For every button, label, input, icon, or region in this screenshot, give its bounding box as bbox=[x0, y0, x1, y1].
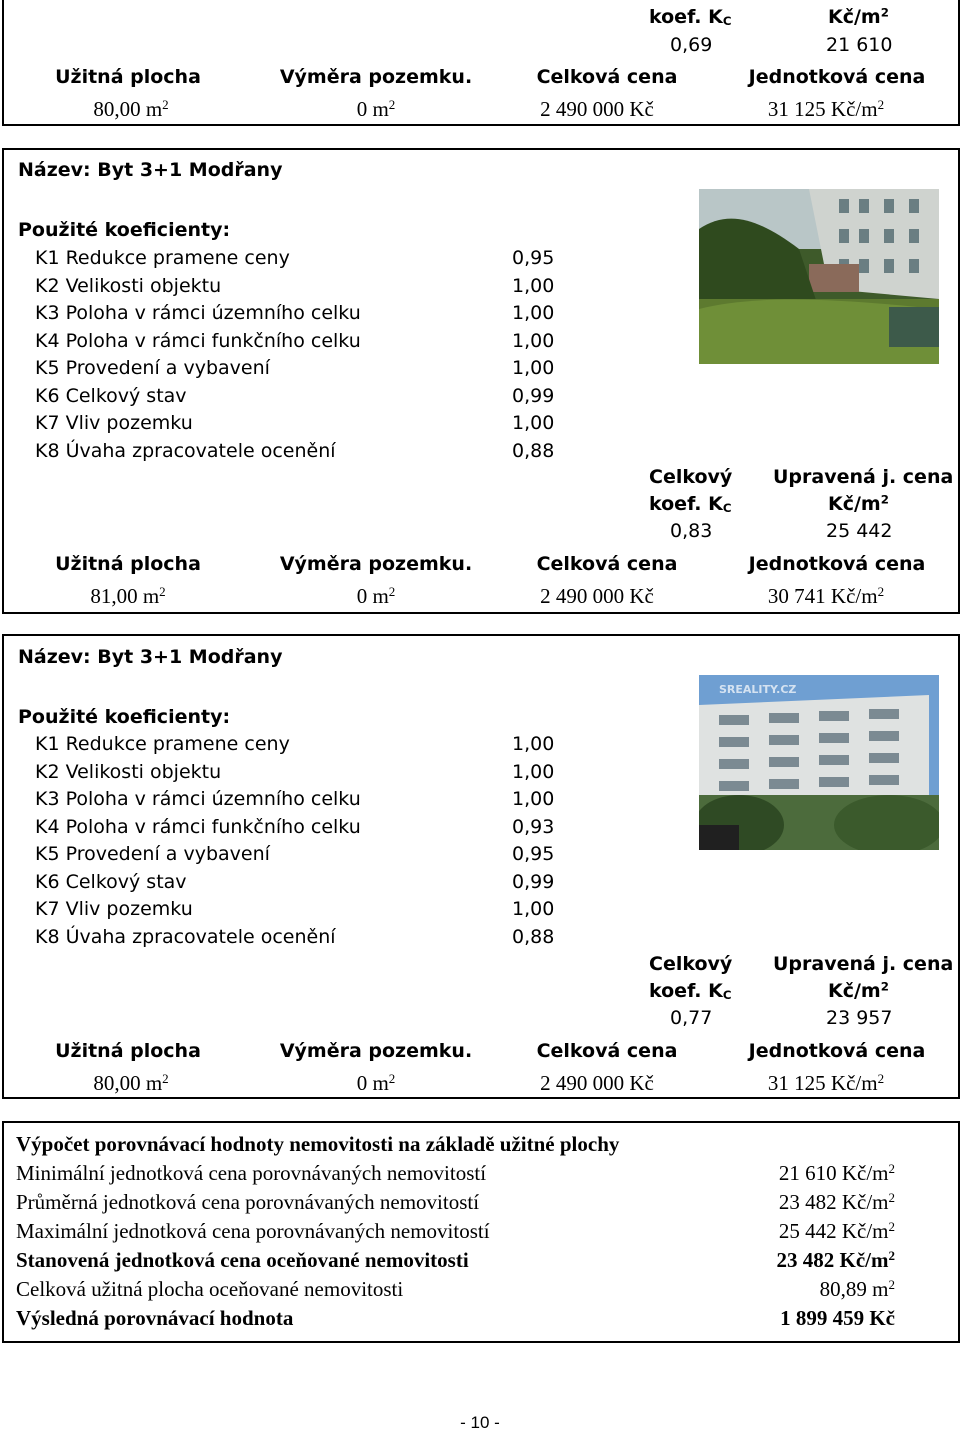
unit-label: $Kč/m^2$ bbox=[828, 979, 889, 1002]
summary-value-text: 23 482 Kč/m bbox=[776, 1248, 889, 1272]
coef-label: K2 Velikosti objektu bbox=[35, 760, 222, 783]
summary-value-text: 25 442 Kč/m bbox=[778, 1219, 889, 1243]
unit-label: $Kč/m^2$ bbox=[828, 5, 889, 28]
unit-price-value: 30 741 $Kč/m^2$ bbox=[767, 583, 885, 608]
coef-label: K3 Poloha v rámci územního celku bbox=[35, 302, 361, 324]
summary-row-label: Maximální jednotková cena porovnávaných nemovitostí bbox=[16, 1219, 490, 1243]
summary-row-label: Výsledná porovnávací hodnota bbox=[16, 1306, 294, 1330]
coef-value: 1,00 bbox=[512, 733, 555, 755]
total-price-value: 2 490 000 Kč bbox=[540, 584, 654, 608]
coef-label: K6 Celkový stav bbox=[35, 384, 187, 407]
header-land-area: Výměra pozemku. bbox=[279, 553, 473, 575]
coef-label: K1 Redukce pramene ceny bbox=[35, 247, 290, 269]
usable-area-value: 80,00 $m^2$ bbox=[93, 1070, 169, 1095]
coef-value: 0,93 bbox=[512, 815, 555, 838]
koef-value: 0,83 bbox=[670, 520, 713, 542]
listing-name: Název: Byt 3+1 Modřany bbox=[18, 159, 283, 181]
coef-label: K6 Celkový stav bbox=[35, 870, 187, 893]
koef-value: 0,77 bbox=[670, 1007, 713, 1029]
header-unit-price: Jednotková cena bbox=[748, 553, 926, 575]
usable-area-value: 80,00 $m^2$ bbox=[93, 96, 169, 121]
coef-label: K5 Provedení a vybavení bbox=[35, 843, 270, 865]
summary-heading: Výpočet porovnávací hodnoty nemovitosti na základě užitné plochy bbox=[16, 1132, 620, 1156]
summary-row-value bbox=[819, 1276, 895, 1301]
header-unit-price: Jednotková cena bbox=[748, 66, 926, 88]
coef-label: K7 Vliv pozemku bbox=[35, 412, 193, 434]
summary-row-value bbox=[780, 1308, 895, 1329]
summary-value-exponent: 2 bbox=[888, 1276, 895, 1292]
header-total-price: Celková cena bbox=[536, 66, 678, 88]
adjusted-price-label: Upravená j. cena bbox=[773, 466, 954, 488]
unit-label: $Kč/m^2$ bbox=[828, 492, 889, 515]
coef-value: 1,00 bbox=[512, 357, 555, 379]
adjusted-price-value: 25 442 bbox=[826, 520, 893, 542]
building-photo-2 bbox=[699, 675, 939, 850]
summary-row-value bbox=[778, 1189, 895, 1214]
summary-value-text: 1 899 459 Kč bbox=[780, 1306, 895, 1330]
summary-value-text: 23 482 Kč/m bbox=[778, 1190, 889, 1214]
listing-name: Název: Byt 3+1 Modřany bbox=[18, 646, 283, 668]
adjusted-price-value: 21 610 bbox=[826, 34, 893, 56]
coef-value: 0,99 bbox=[512, 870, 555, 893]
coef-label: K4 Poloha v rámci funkčního celku bbox=[35, 815, 361, 838]
coef-label: K3 Poloha v rámci územního celku bbox=[35, 788, 361, 810]
summary-value-exponent: 2 bbox=[888, 1189, 895, 1205]
unit-price-value: 31 125 $Kč/m^2$ bbox=[767, 96, 885, 121]
coef-value: 1,00 bbox=[512, 760, 555, 783]
coef-value: 0,99 bbox=[512, 384, 555, 407]
coef-label: K8 Úvaha zpracovatele ocenění bbox=[35, 439, 336, 462]
coef-value: 1,00 bbox=[512, 302, 555, 324]
usable-area-value: 81,00 $m^2$ bbox=[90, 583, 166, 608]
header-total-price: Celková cena bbox=[536, 1040, 678, 1062]
building-photo-1 bbox=[699, 189, 939, 364]
header-total-price: Celková cena bbox=[536, 553, 678, 575]
summary-row-value bbox=[778, 1160, 895, 1185]
land-area-value: 0 $m^2$ bbox=[356, 96, 396, 121]
coef-value: 1,00 bbox=[512, 788, 555, 810]
header-unit-price: Jednotková cena bbox=[748, 1040, 926, 1062]
koef-value: 0,69 bbox=[670, 34, 713, 56]
coef-label: K4 Poloha v rámci funkčního celku bbox=[35, 329, 361, 352]
coef-value: 0,88 bbox=[512, 925, 555, 948]
page-number: - 10 - bbox=[460, 1413, 500, 1432]
land-area-value: 0 $m^2$ bbox=[356, 583, 396, 608]
koef-label: koef. $K_C$ bbox=[649, 6, 732, 28]
summary-row-label: Stanovená jednotková cena oceňované nemovitosti bbox=[16, 1248, 469, 1272]
summary-value-exponent: 2 bbox=[888, 1160, 895, 1176]
photo-watermark: SREALITY.CZ bbox=[719, 683, 797, 696]
summary-row-label: Celková užitná plocha oceňované nemovitosti bbox=[16, 1277, 404, 1301]
coef-label: K1 Redukce pramene ceny bbox=[35, 733, 290, 755]
koef-label: koef. $K_C$ bbox=[649, 980, 732, 1002]
coef-value: 1,00 bbox=[512, 329, 555, 352]
header-usable-area: Užitná plocha bbox=[55, 553, 201, 575]
photo-icon bbox=[699, 189, 939, 364]
total-coef-label: Celkový bbox=[649, 466, 733, 488]
total-price-value: 2 490 000 Kč bbox=[540, 1071, 654, 1095]
photo-icon bbox=[699, 675, 939, 850]
header-usable-area: Užitná plocha bbox=[55, 1040, 201, 1062]
summary-row-value bbox=[776, 1247, 896, 1272]
summary-value-exponent: 2 bbox=[888, 1218, 895, 1234]
summary-value-text: 80,89 m bbox=[819, 1277, 889, 1301]
header-land-area: Výměra pozemku. bbox=[279, 66, 473, 88]
coef-label: K8 Úvaha zpracovatele ocenění bbox=[35, 925, 336, 948]
coef-value: 1,00 bbox=[512, 412, 555, 434]
unit-price-value: 31 125 $Kč/m^2$ bbox=[767, 1070, 885, 1095]
adjusted-price-value: 23 957 bbox=[826, 1007, 893, 1029]
land-area-value: 0 $m^2$ bbox=[356, 1070, 396, 1095]
coef-value: 1,00 bbox=[512, 898, 555, 920]
summary-row-label: Minimální jednotková cena porovnávaných nemovitostí bbox=[16, 1161, 487, 1185]
summary-value-text: 21 610 Kč/m bbox=[778, 1161, 889, 1185]
coef-value: 0,95 bbox=[512, 843, 555, 865]
coef-value: 0,88 bbox=[512, 439, 555, 462]
coef-value: 1,00 bbox=[512, 274, 555, 297]
coef-heading: Použité koeficienty: bbox=[18, 219, 231, 241]
coef-heading: Použité koeficienty: bbox=[18, 706, 231, 728]
coef-label: K7 Vliv pozemku bbox=[35, 898, 193, 920]
header-usable-area: Užitná plocha bbox=[55, 66, 201, 88]
header-land-area: Výměra pozemku. bbox=[279, 1040, 473, 1062]
coef-label: K5 Provedení a vybavení bbox=[35, 357, 270, 379]
total-price-value: 2 490 000 Kč bbox=[540, 97, 654, 121]
coef-value: 0,95 bbox=[512, 247, 555, 269]
koef-label: koef. $K_C$ bbox=[649, 493, 732, 515]
summary-value-exponent: 2 bbox=[888, 1247, 895, 1263]
summary-row-label: Průměrná jednotková cena porovnávaných nemovitostí bbox=[16, 1190, 480, 1214]
summary-row-value bbox=[778, 1218, 895, 1243]
coef-label: K2 Velikosti objektu bbox=[35, 274, 222, 297]
total-coef-label: Celkový bbox=[649, 953, 733, 975]
adjusted-price-label: Upravená j. cena bbox=[773, 953, 954, 975]
